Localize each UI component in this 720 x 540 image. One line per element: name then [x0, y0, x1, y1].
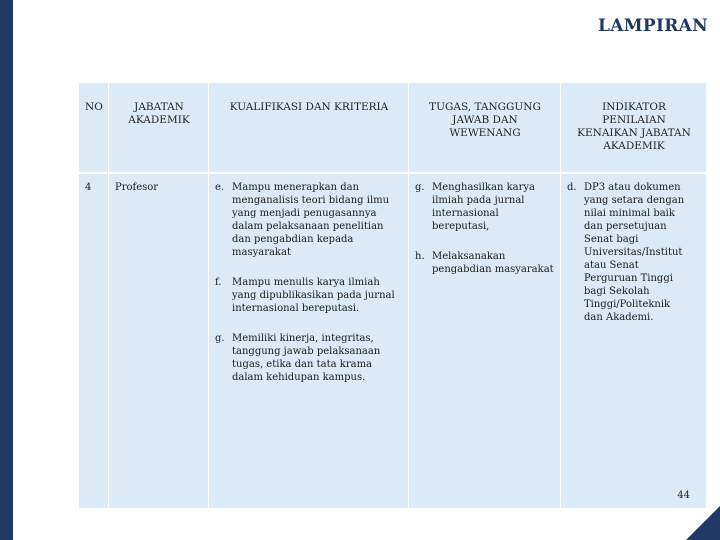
- cell-indikator: [567, 181, 701, 341]
- column-tugas: [408, 83, 561, 508]
- list-item: h. Melaksanakan pengabdian masyarakat: [415, 251, 554, 275]
- cell-tugas: [415, 181, 555, 293]
- column-no: [78, 83, 109, 508]
- list-item: g. Menghasilkan karya ilmiah pada jurnal internasional bereputasi,: [415, 182, 535, 232]
- list-item: g. Memiliki kinerja, integritas, tanggung jawab pelaksanaan tugas, etika dan tata krama dalam kehidupan kampus.: [215, 333, 381, 383]
- column-jabatan: [108, 83, 209, 508]
- header-kualifikasi: KUALIFIKASI DAN KRITERIA: [229, 101, 389, 113]
- column-kualifikasi: [208, 83, 409, 508]
- header-indikator: INDIKATOR PENILAIAN KENAIKAN JABATAN AKADEMIK: [577, 101, 691, 152]
- cell-kualifikasi: [215, 181, 403, 401]
- header-jabatan: JABATAN AKADEMIK: [128, 101, 190, 126]
- cell-jabatan: Profesor: [115, 182, 159, 193]
- corner-decoration: [686, 506, 720, 540]
- header-tugas: TUGAS, TANGGUNG JAWAB DAN WEWENANG: [429, 101, 541, 139]
- list-item: f. Mampu menulis karya ilmiah yang dipublikasikan pada jurnal internasional bereputasi.: [215, 277, 395, 314]
- page-number: 44: [677, 490, 690, 501]
- column-indikator: [560, 83, 707, 508]
- page-title: LAMPIRAN: [598, 16, 708, 36]
- header-no: NO: [85, 101, 103, 113]
- list-item: d. DP3 atau dokumen yang setara dengan nilai minimal baik dan persetujuan Senat bagi Universitas/Institut atau Senat Perguruan Tinggi bagi Sekolah Tinggi/Politeknik dan Akademi.: [567, 182, 685, 323]
- cell-no: 4: [85, 182, 92, 193]
- criteria-table: [78, 83, 706, 508]
- left-accent-bar: [0, 0, 13, 540]
- list-item: e. Mampu menerapkan dan menganalisis teori bidang ilmu yang menjadi penugasannya dalam pelaksanaan penelitian dan pengabdian kepada masyarakat: [215, 182, 390, 258]
